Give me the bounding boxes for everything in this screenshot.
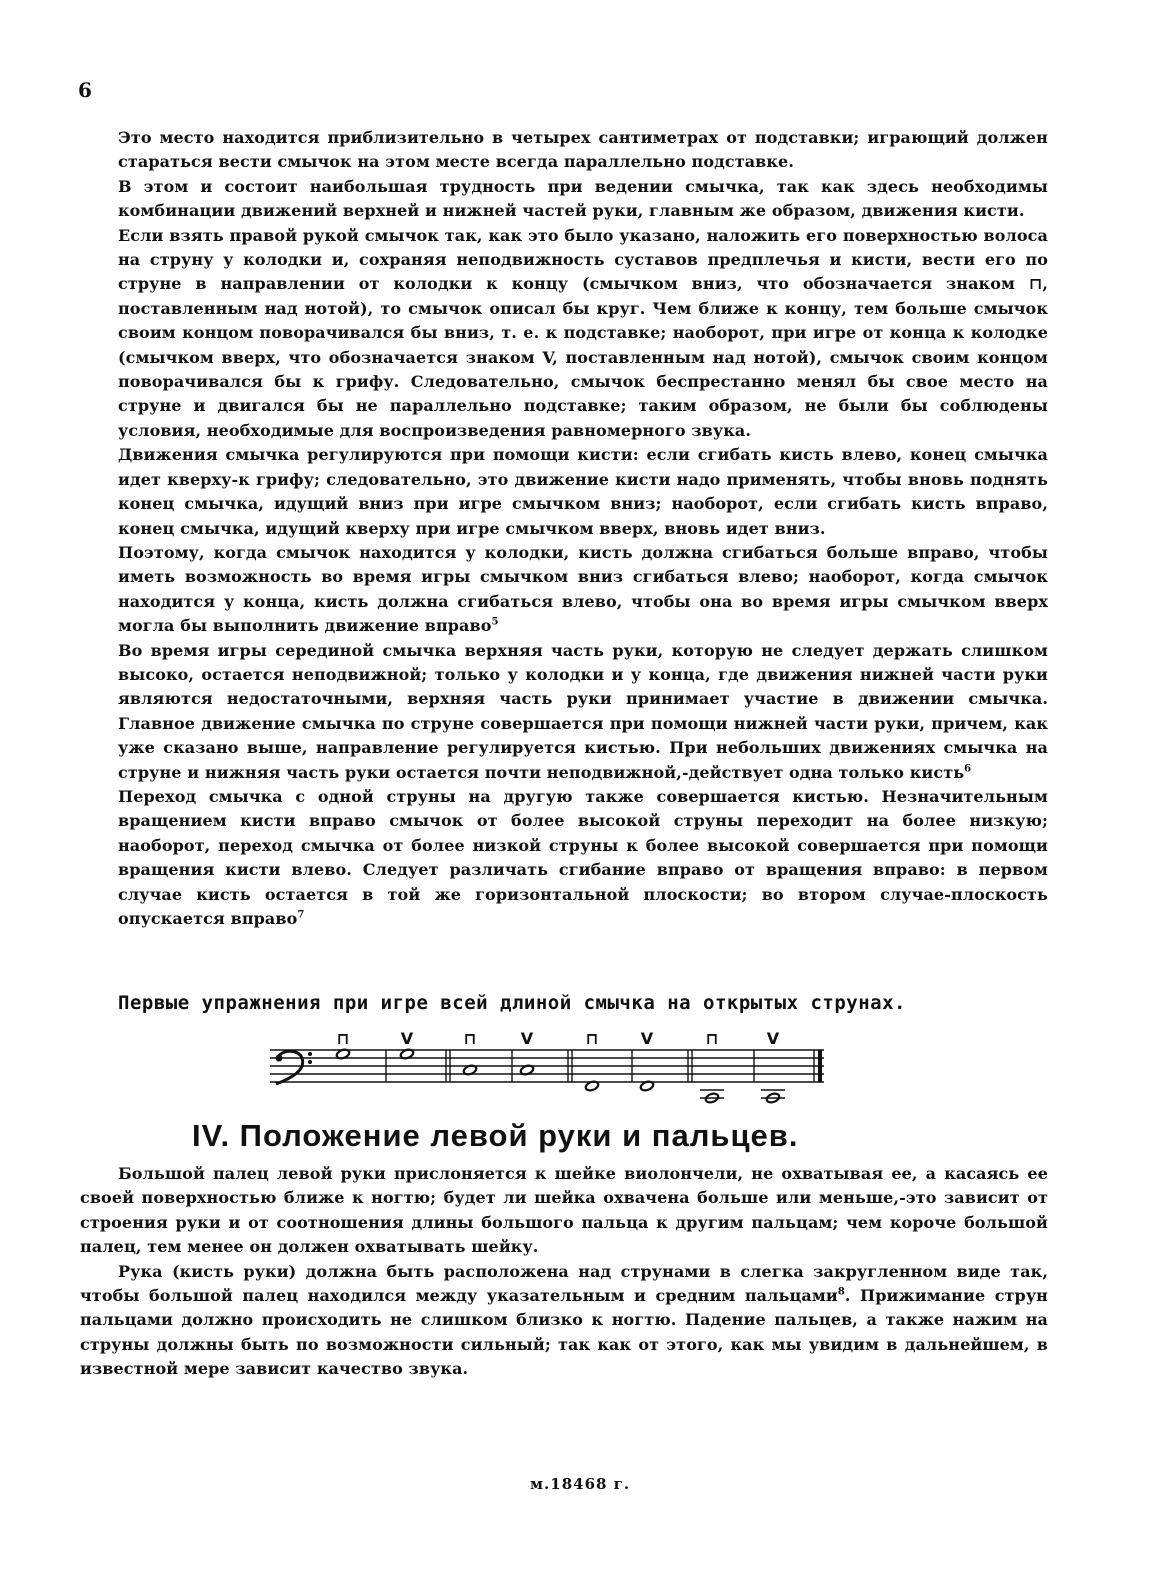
paragraph-text: . Прижимание струн пальцами должно происходить не слишком близко к ногтю. Падение пальцев, а также нажим на струны должны быть по возможности сильный; так как от этого, как мы увидим в дальнейшем, в известной мере зависит качество звука. [80,1286,1048,1379]
up-bow-icon: V [520,1029,534,1048]
paragraph-text: Это место находится приблизительно в четырех сантиметрах от подставки; играющий должен стараться вести смычок на этом месте всегда параллельно подставке. [118,128,1048,172]
music-staff [268,1028,828,1110]
paragraph-text: Во время игры серединой смычка верхняя часть руки, которую не следует держать слишком высоко, остается неподвижной; только у колодки и у конца, где движения нижней части руки являются недостаточными, верхняя часть руки принимает участие в движении смычка. Главное движение смычка по струне совершается при помощи нижней части руки, причем, как уже сказано выше, направление регулируется кистью. При небольших движениях смычка на струне и нижняя часть руки остается почти неподвижной,-действует одна только кисть [118,640,1048,782]
paragraph-text: В этом и состоит наибольшая трудность при ведении смычка, так как здесь необходимы комбинации движений верхней и нижней частей руки, главным же образом, движения кисти. [118,176,1048,221]
paragraph [118,224,1048,444]
footnote-marker: 6 [964,763,972,775]
footnote-marker: 8 [837,1286,845,1298]
paragraph-text: Если взять правой рукой смычок так, как это было указано, наложить его поверхностью волоса на струну у колодки и, сохраняя неподвижность суставов предплечья и кисти, вести его по струне в направлении от колодки к концу (смычком вниз, что обозначается знаком ⊓, поставленным над нотой), то смычок описал бы круг. Чем ближе к концу, тем больше смычок своим концом поворачивался бы вниз, т. е. к подставке; наоборот, при игре от конца к колодке (смычком вверх, что обозначается знаком V, поставленным над нотой), смычок своим концом поворачивался бы к грифу. Следовательно, смычок беспрестанно менял бы свое место на струне и двигался бы не параллельно подставке; таким образом, не были бы соблюдены условия, необходимые для воспроизведения равномерного звука. [118,225,1048,440]
down-bow-icon: ⊓ [463,1029,477,1048]
footnote-marker: 7 [297,909,305,921]
up-bow-icon: V [400,1029,414,1048]
up-bow-icon: V [640,1029,654,1048]
paragraph [118,126,1048,175]
paragraph [118,541,1048,639]
paragraph-text: Переход смычка с одной струны на другую также совершается кистью. Незначительным вращением кисти вправо смычок от более высокой струны переходит на более низкую; наоборот, переход смычка от более низкой струны к более высокой совершается при помощи вращения кисти влево. Следует различать сгибание вправо от вращения вправо: в первом случае кисть остается в той же горизонтальной плоскости; во втором случае-плоскость опускается вправо [118,786,1048,928]
paragraph-text: Рука (кисть руки) должна быть расположена над струнами в слегка закругленном виде так, чтобы большой палец находился между указательным и средним пальцами [80,1261,1048,1306]
exercise-heading: Первые упражнения при игре всей длиной смычка на открытых струнах. [118,992,906,1014]
section-text [80,1162,1048,1382]
paragraph [118,785,1048,931]
up-bow-icon: V [766,1029,780,1048]
paragraph [80,1260,1048,1382]
paragraph-text: Поэтому, когда смычок находится у колодки, кисть должна сгибаться больше вправо, чтобы иметь возможность во время игры смычком вниз сгибаться влево; наоборот, когда смычок находится у конца, кисть должна сгибаться влево, чтобы она во время игры смычком вверх могла бы выполнить движение вправо [118,542,1048,636]
paragraph [118,443,1048,541]
music-staff-svg [268,1028,828,1106]
down-bow-icon: ⊓ [336,1029,350,1048]
paragraph-text: Большой палец левой руки прислоняется к шейке виолончели, не охватывая ее, а касаясь ее своей поверхностью ближе к ногтю; будет ли шейка охвачена больше или меньше,-это зависит от строения руки и от соотношения длины большого пальца к другим пальцам; чем короче большой палец, тем менее он должен охватывать шейку. [80,1164,1048,1257]
body-text [118,126,1048,931]
footnote-marker: 5 [491,616,499,628]
paragraph-text: Движения смычка регулируются при помощи кисти: если сгибать кисть влево, конец смычка идет кверху-к грифу; следовательно, это движение кисти надо применять, чтобы вновь поднять конец смычка, идущий вниз при игре смычком вниз; наоборот, если сгибать кисть вправо, конец смычка, идущий кверху при игре смычком вверх, вновь идет вниз. [118,445,1048,538]
page-number: 6 [78,78,92,102]
down-bow-icon: ⊓ [585,1029,599,1048]
paragraph [118,639,1048,785]
footer-plate-number: м.18468 г. [530,1475,631,1493]
bass-clef-icon [276,1051,313,1084]
down-bow-icon: ⊓ [705,1029,719,1048]
paragraph [80,1162,1048,1260]
section-heading: IV. Положение левой руки и пальцев. [192,1118,799,1153]
paragraph [118,175,1048,224]
